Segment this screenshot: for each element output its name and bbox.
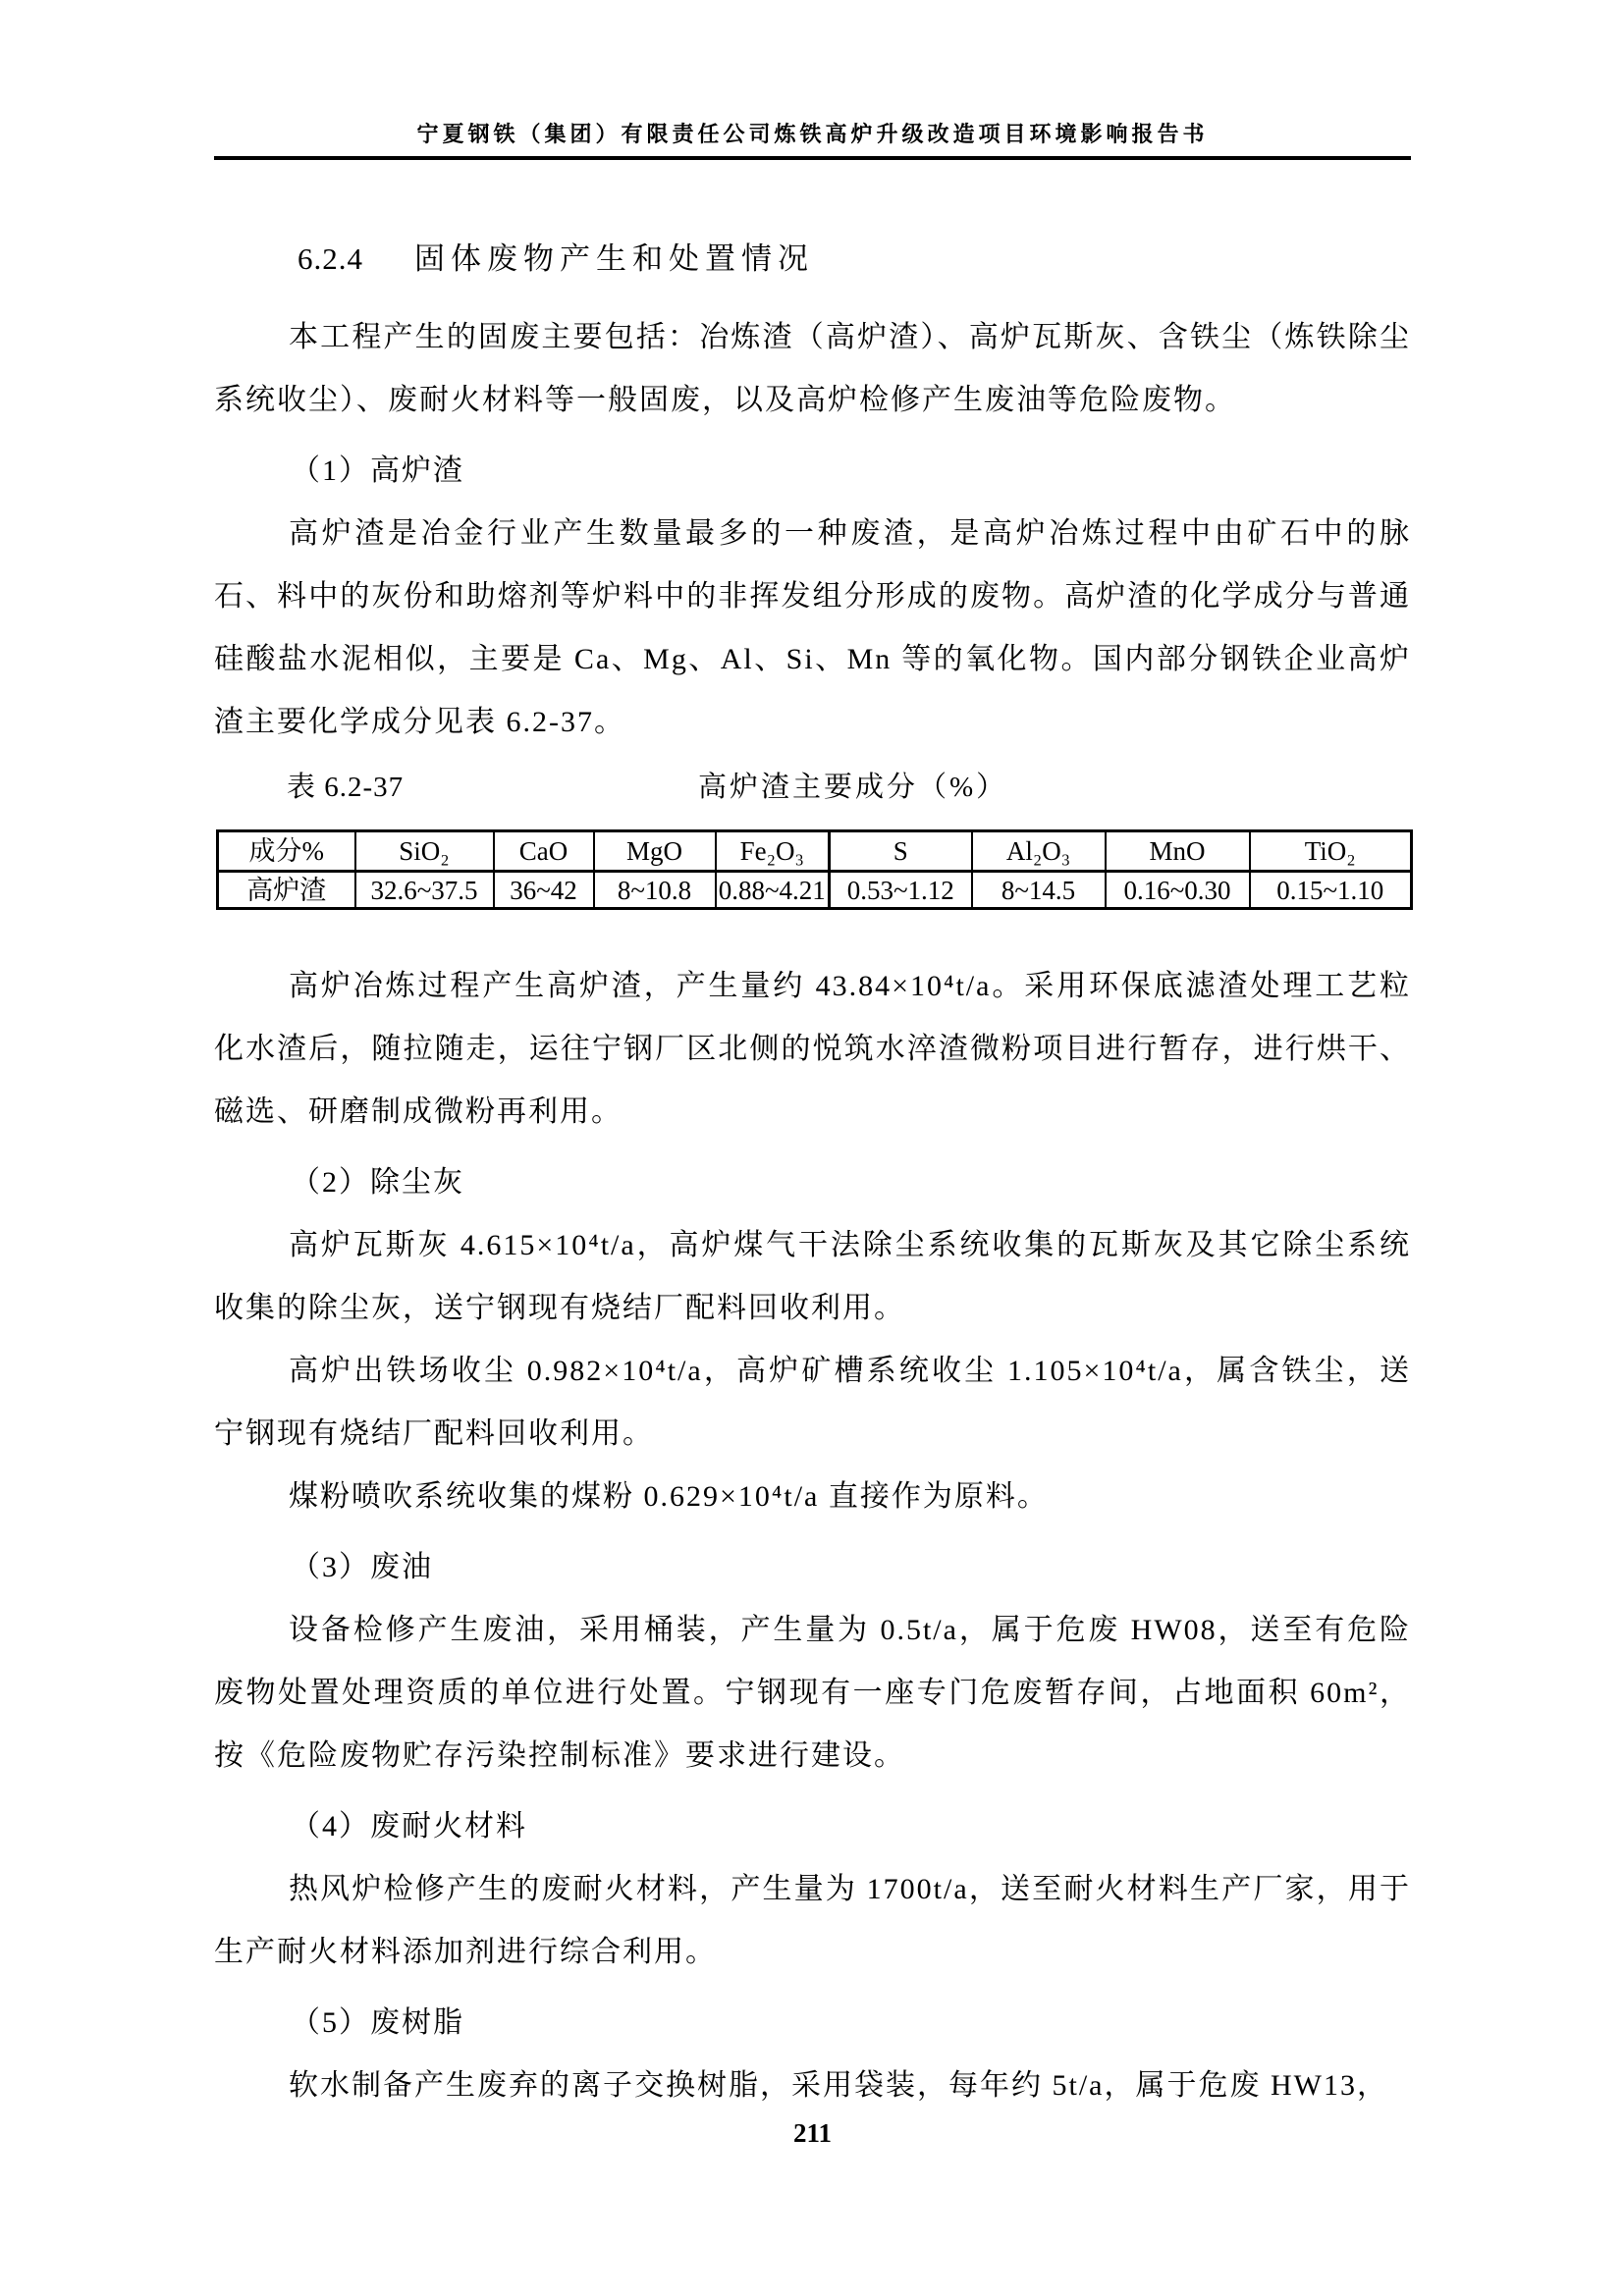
table-data-cell: 0.16~0.30 (1106, 872, 1250, 909)
subsection-heading-oil: （3）废油 (291, 1551, 433, 1583)
section-title: 固体废物产生和处置情况 (414, 241, 814, 276)
page-header (214, 0, 1411, 148)
table-header-cell: Al₂O₃ (972, 831, 1106, 872)
paragraph-slag-description: 高炉渣是冶金行业产生数量最多的一种废渣，是高炉冶炼过程中由矿石中的脉石、料中的灰份和助熔剂等炉料中的非挥发组分形成的废物。高炉渣的化学成分与普通硅酸盐水泥相似，主要是 Ca、Mg、Al、Si、Mn 等的氧化物。国内部分钢铁企业高炉渣主要化学成分见表 6.2-37。 (214, 517, 1411, 738)
table-header-cell: MgO (594, 831, 716, 872)
table-data-cell: 32.6~37.5 (355, 872, 494, 909)
paragraph-dust-iron: 高炉出铁场收尘 0.982×10⁴t/a，高炉矿槽系统收尘 1.105×10⁴t/a，属含铁尘，送宁钢现有烧结厂配料回收利用。 (214, 1355, 1411, 1450)
table-header-cell: SiO₂ (355, 831, 494, 872)
subsection-heading-resin: （5）废树脂 (291, 2006, 464, 2039)
table-data-cell: 0.53~1.12 (830, 872, 972, 909)
header-rule (214, 156, 1411, 160)
report-header-title: 宁夏钢铁（集团）有限责任公司炼铁高炉升级改造项目环境影响报告书 (416, 122, 1209, 146)
table-data-cell: 8~14.5 (972, 872, 1106, 909)
paragraph-refractory: 热风炉检修产生的废耐火材料，产生量为 1700t/a，送至耐火材料生产厂家，用于生产耐火材料添加剂进行综合利用。 (214, 1873, 1411, 1968)
section-heading (214, 228, 1411, 291)
paragraph-resin: 软水制备产生废弃的离子交换树脂，采用袋装，每年约 5t/a，属于危废 HW13， (289, 2069, 1388, 2102)
table-data-cell: 高炉渣 (218, 872, 355, 909)
table-data-cell: 36~42 (494, 872, 594, 909)
paragraph-dust-gas: 高炉瓦斯灰 4.615×10⁴t/a，高炉煤气干法除尘系统收集的瓦斯灰及其它除尘系统收集的除尘灰，送宁钢现有烧结厂配料回收利用。 (214, 1229, 1411, 1324)
document-body (214, 228, 1411, 2117)
table-caption (214, 756, 1411, 819)
table-header-cell: TiO₂ (1250, 831, 1412, 872)
table-data-cell: 0.88~4.21 (716, 872, 830, 909)
paragraph-intro: 本工程产生的固废主要包括：冶炼渣（高炉渣）、高炉瓦斯灰、含铁尘（炼铁除尘系统收尘）、废耐火材料等一般固废，以及高炉检修产生废油等危险废物。 (214, 321, 1411, 416)
page-number: 211 (792, 2118, 832, 2148)
table-header-cell: 成分% (218, 831, 355, 872)
table-header-cell: S (830, 831, 972, 872)
slag-composition-table (216, 829, 1413, 910)
table-header-cell: MnO (1106, 831, 1250, 872)
subsection-heading-dust: （2）除尘灰 (291, 1166, 464, 1199)
subsection-heading-refractory: （4）废耐火材料 (291, 1810, 527, 1842)
paragraph-slag-amount: 高炉冶炼过程产生高炉渣，产生量约 43.84×10⁴t/a。采用环保底滤渣处理工艺粒化水渣后，随拉随走，运往宁钢厂区北侧的悦筑水淬渣微粉项目进行暂存，进行烘干、磁选、研磨制成微粉再利用。 (214, 970, 1411, 1128)
table-data-cell: 8~10.8 (594, 872, 716, 909)
table-data-cell: 0.15~1.10 (1250, 872, 1412, 909)
table-caption-title: 高炉渣主要成分（%） (698, 772, 1008, 803)
table-caption-label: 表 6.2-37 (287, 772, 405, 803)
section-number: 6.2.4 (298, 241, 363, 276)
table-header-cell: Fe₂O₃ (716, 831, 830, 872)
paragraph-oil: 设备检修产生废油，采用桶装，产生量为 0.5t/a，属于危废 HW08，送至有危险废物处置处理资质的单位进行处置。宁钢现有一座专门危废暂存间，占地面积 60m²，按《危险废物贮存污染控制标准》要求进行建设。 (214, 1614, 1411, 1772)
subsection-heading-slag: （1）高炉渣 (291, 454, 464, 487)
table-header-row (218, 831, 1412, 872)
paragraph-dust-coal: 煤粉喷吹系统收集的煤粉 0.629×10⁴t/a 直接作为原料。 (289, 1480, 1049, 1513)
table-header-cell: CaO (494, 831, 594, 872)
table-data-row (218, 872, 1412, 909)
